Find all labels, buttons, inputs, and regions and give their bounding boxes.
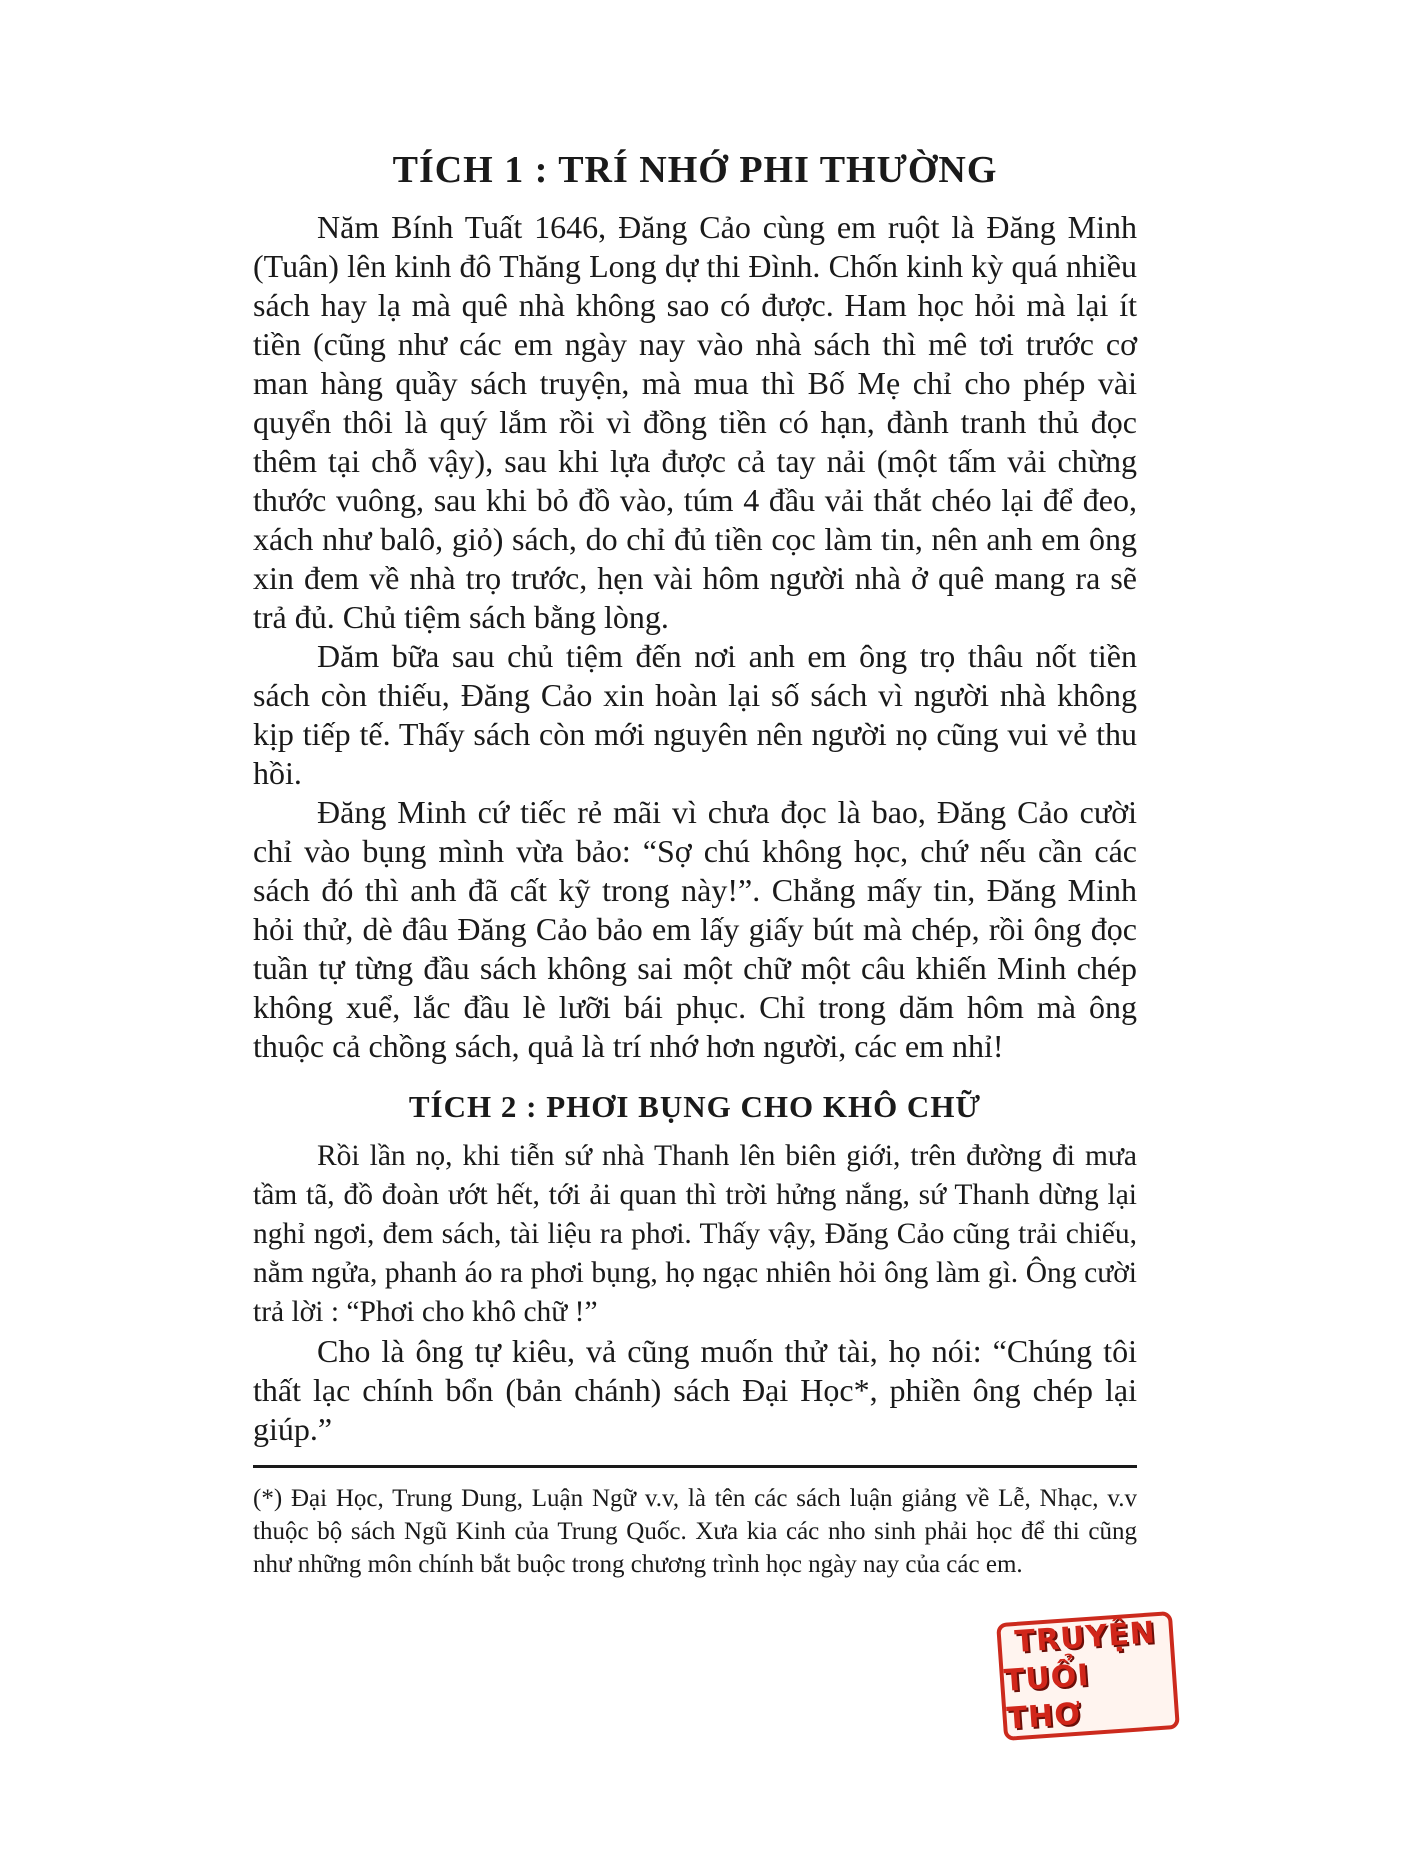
footnote: (*) Đại Học, Trung Dung, Luận Ngữ v.v, là tên các sách luận giảng về Lễ, Nhạc, v.v thuộc bộ sách Ngũ Kinh của Trung Quốc. Xưa kia các nho sinh phải học để thi cũng như những môn chính bắt buộc trong chương trình học ngày nay của các em. <box>253 1484 1137 1578</box>
page-content <box>253 148 1137 1581</box>
chapter-1-paragraph-2: Dăm bữa sau chủ tiệm đến nơi anh em ông trọ thâu nốt tiền sách còn thiếu, Đăng Cảo xin hoàn lại số sách vì người nhà không kịp tiếp tế. Thấy sách còn mới nguyên nên người nọ cũng vui vẻ thu hồi. <box>253 637 1137 791</box>
footnote-divider <box>253 1465 1137 1468</box>
chapter-1-paragraph-1: Năm Bính Tuất 1646, Đăng Cảo cùng em ruột là Đăng Minh (Tuân) lên kinh đô Thăng Long dự thi Đình. Chốn kinh kỳ quá nhiều sách hay lạ mà quê nhà không sao có được. Ham học hỏi mà lại ít tiền (cũng như các em ngày nay vào nhà sách thì mê tơi trước cơ man hàng quầy sách truyện, mà mua thì Bố Mẹ chỉ cho phép vài quyển thôi là quý lắm rồi vì đồng tiền có hạn, đành tranh thủ đọc thêm tại chỗ vậy), sau khi lựa được cả tay nải (một tấm vải chừng thước vuông, sau khi bỏ đồ vào, túm 4 đầu vải thắt chéo lại để đeo, xách như balô, giỏ) sách, do chỉ đủ tiền cọc làm tin, nên anh em ông xin đem về nhà trọ trước, hẹn vài hôm người nhà ở quê mang ra sẽ trả đủ. Chủ tiệm sách bằng lòng. <box>253 208 1137 635</box>
logo-line-2: TUỔI THƠ <box>1002 1657 1091 1737</box>
chapter-1-paragraph-3: Đăng Minh cứ tiếc rẻ mãi vì chưa đọc là bao, Đăng Cảo cười chỉ vào bụng mình vừa bảo: “Sợ chú không học, chứ nếu cần các sách đó thì anh đã cất kỹ trong này!”. Chẳng mấy tin, Đăng Minh hỏi thử, dè đâu Đăng Cảo bảo em lấy giấy bút mà chép, rồi ông đọc tuần tự từng đầu sách không sai một chữ một câu khiến Minh chép không xuể, lắc đầu lè lưỡi bái phục. Chỉ trong dăm hôm mà ông thuộc cả chồng sách, quả là trí nhớ hơn người, các em nhỉ! <box>253 793 1137 1064</box>
chapter-1-title: TÍCH 1 : TRÍ NHỚ PHI THƯỜNG <box>392 149 998 191</box>
chapter-2-title: TÍCH 2 : PHƠI BỤNG CHO KHÔ CHỮ <box>408 1088 982 1124</box>
chapter-2-paragraph-1: Rồi lần nọ, khi tiễn sứ nhà Thanh lên biên giới, trên đường đi mưa tầm tã, đồ đoàn ướt hết, tới ải quan thì trời hửng nắng, sứ Thanh dừng lại nghỉ ngơi, đem sách, tài liệu ra phơi. Thấy vậy, Đăng Cảo cũng trải chiếu, nằm ngửa, phanh áo ra phơi bụng, họ ngạc nhiên hỏi ông làm gì. Ông cười trả lời : “Phơi cho khô chữ !” <box>253 1139 1137 1328</box>
chapter-2-paragraph-2: Cho là ông tự kiêu, vả cũng muốn thử tài, họ nói: “Chúng tôi thất lạc chính bổn (bản chánh) sách Đại Học*, phiền ông chép lại giúp.” <box>253 1332 1137 1447</box>
logo-line-1: TRUYỆN <box>1013 1615 1157 1660</box>
truyen-tuoi-tho-logo <box>996 1611 1180 1741</box>
